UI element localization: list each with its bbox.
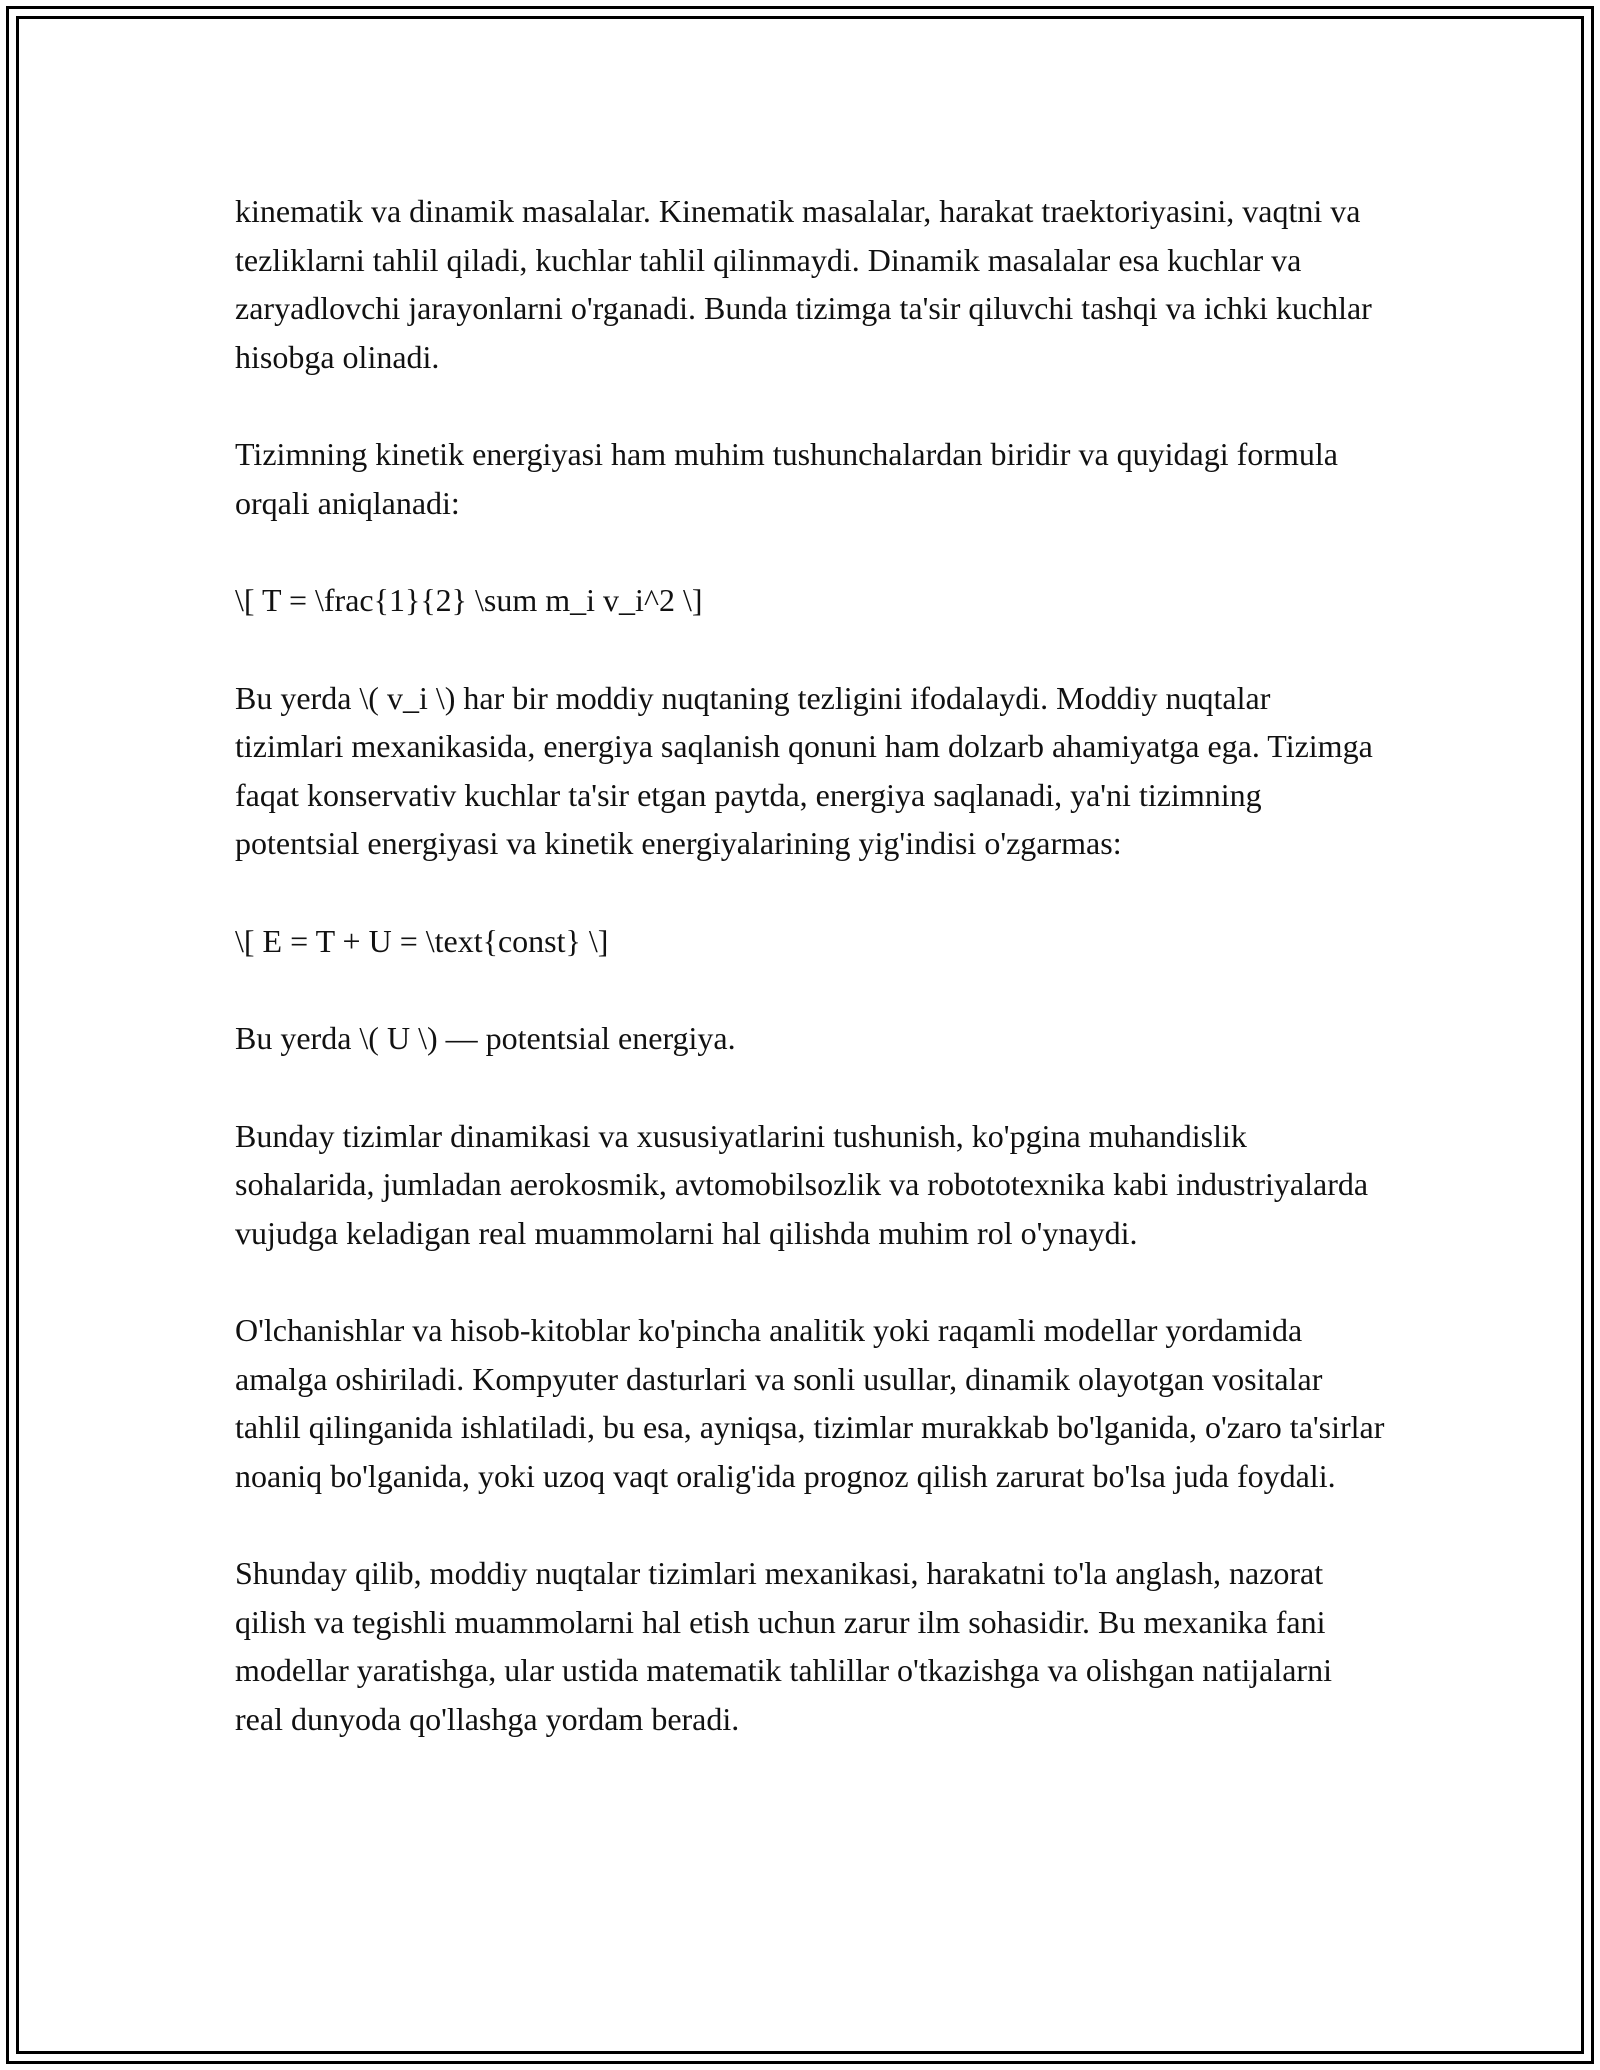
paragraph-engineering-applications: Bunday tizimlar dinamikasi va xususiyatlarini tushunish, ko'pgina muhandislik sohalarida, jumladan aerokosmik, avtomobilsozlik va robototexnika kabi industriyalarda vujudga keladigan real muammolarni hal qilishda muhim rol o'ynaydi.	[235, 1117, 1369, 1251]
paragraph-numerical-models: O'lchanishlar va hisob-kitoblar ko'pincha analitik yoki raqamli modellar yordamida amalga oshiriladi. Kompyuter dasturlari va sonli usullar, dinamik olayotgan vositalar tahlil qilinganida ishlatiladi, bu esa, ayniqsa, tizimlar murakkab bo'lganida, o'zaro ta'sirlar noaniq bo'lganida, yoki uzoq vaqt oralig'ida prognoz qilish zarurat bo'lsa juda foydali.	[235, 1312, 1385, 1494]
paragraph-energy-conservation: Bu yerda \( v_i \) har bir moddiy nuqtaning tezligini ifodalaydi. Moddiy nuqtalar tizimlari mexanikasida, energiya saqlanish qonuni ham dolzarb ahamiyatga ega. Tizimga faqat konservativ kuchlar ta'sir etgan paytda, energiya saqlanadi, ya'ni tizimning potentsial energiyasi va kinetik energiyalarining yig'indisi o'zgarmas:	[235, 679, 1373, 861]
document-body	[235, 187, 1385, 1743]
paragraph-potential-energy: Bu yerda \( U \) — potentsial energiya.	[235, 1020, 736, 1056]
paragraph-conclusion: Shunday qilib, moddiy nuqtalar tizimlari mexanikasi, harakatni to'la anglash, nazorat qilish va tegishli muammolarni hal etish uchun zarur ilm sohasidir. Bu mexanika fani modellar yaratishga, ular ustida matematik tahlillar o'tkazishga va olishgan natijalarni real dunyoda qo'llashga yordam beradi.	[235, 1555, 1332, 1737]
paragraph-kinetic-energy-intro: Tizimning kinetik energiyasi ham muhim tushunchalardan biridir va quyidagi formula orqali aniqlanadi:	[235, 436, 1338, 521]
paragraph-kinematic-dynamic: kinematik va dinamik masalalar. Kinematik masalalar, harakat traektoriyasini, vaqtni va tezliklarni tahlil qiladi, kuchlar tahlil qilinmaydi. Dinamik masalalar esa kuchlar va zaryadlovchi jarayonlarni o'rganadi. Bunda tizimga ta'sir qiluvchi tashqi va ichki kuchlar hisobga olinadi.	[235, 193, 1372, 375]
formula-kinetic-energy: \[ T = \frac{1}{2} \sum m_i v_i^2 \]	[235, 582, 703, 618]
formula-total-energy: \[ E = T + U = \text{const} \]	[235, 922, 609, 959]
